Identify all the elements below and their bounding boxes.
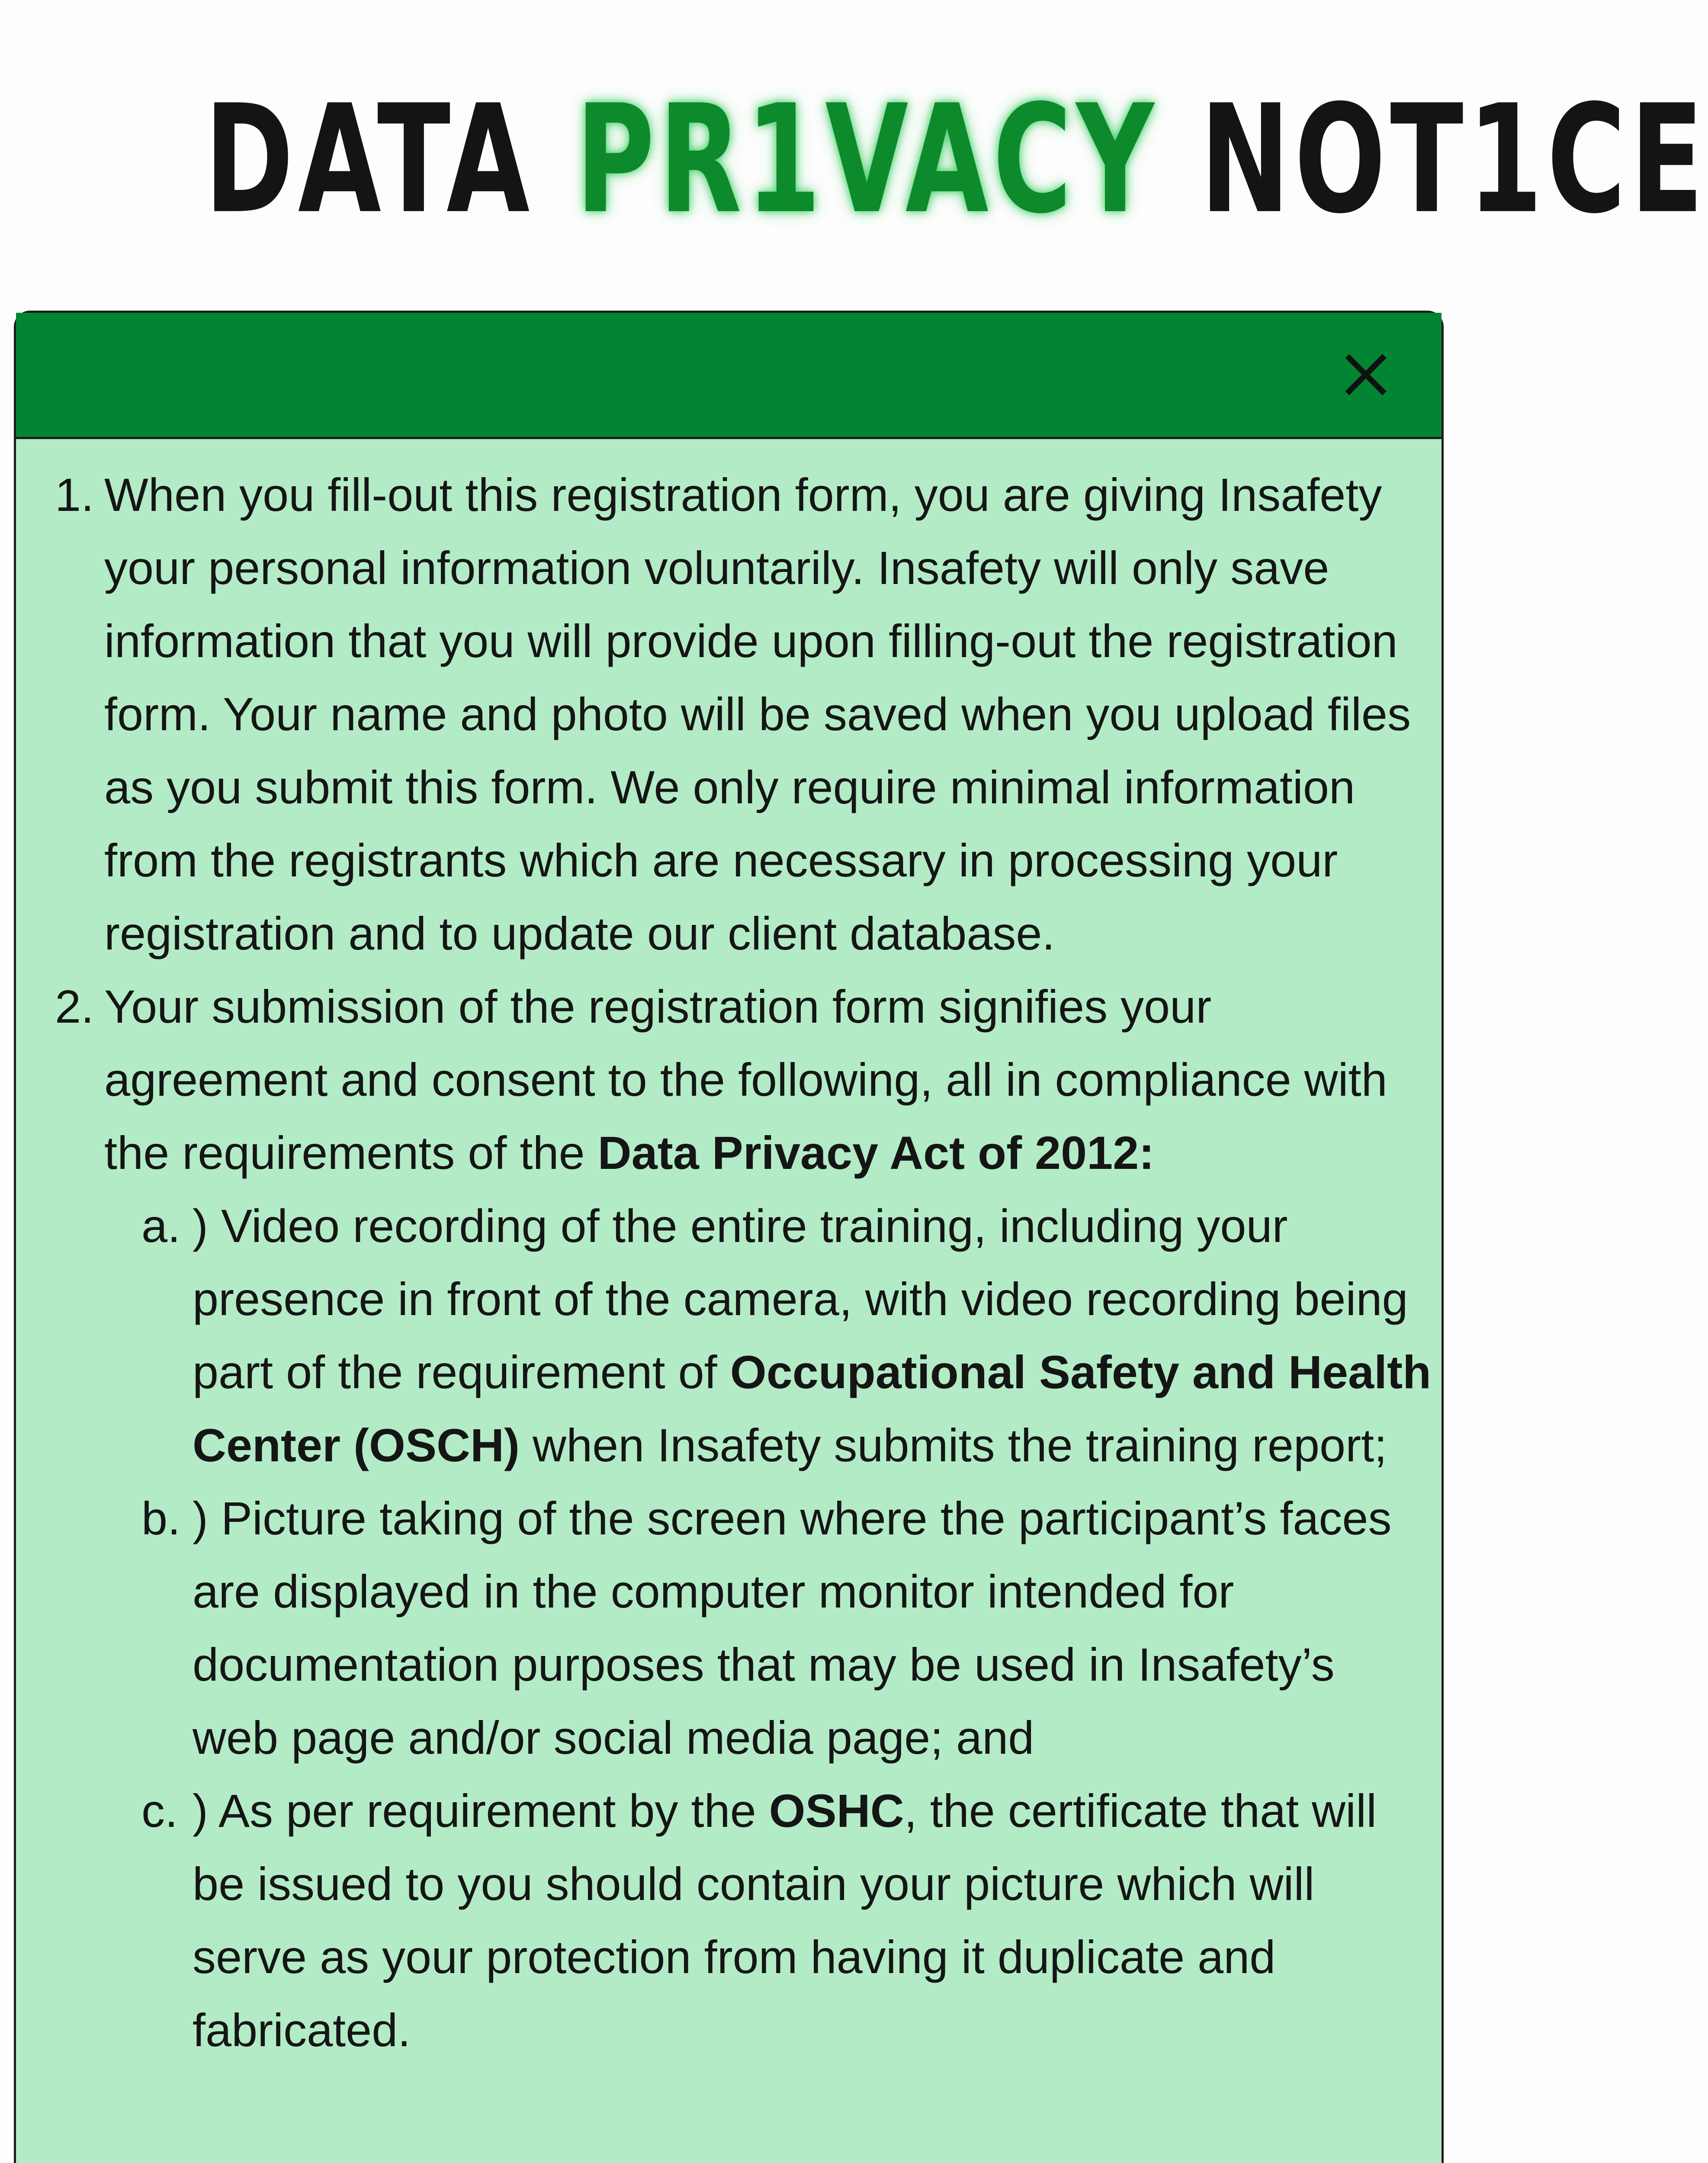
title-word-data: DATA	[204, 73, 534, 247]
subitem-text-after: when Insafety submits the training report;	[520, 1419, 1387, 1471]
close-icon	[1342, 351, 1390, 398]
privacy-notice-dialog	[14, 311, 1444, 2163]
subitem-text-after: , the certificate that will be issued to you should contain your picture which will serve as your protection from having it duplicate and fabricated.	[193, 1784, 1377, 2056]
dialog-body	[16, 439, 1442, 2067]
title-word-notice: NOT1CE	[1200, 73, 1708, 247]
subitem-letter: c.	[141, 1784, 178, 1837]
dialog-header	[16, 313, 1442, 439]
notice-item-2	[16, 970, 1442, 1189]
subitem-text-bold: OSHC	[769, 1784, 904, 1837]
title-word-privacy: PR1VACY	[575, 73, 1159, 247]
item-text: When you fill-out this registration form, you are giving Insafety your personal information voluntarily. Insafety will only save information that you will provide upon filling-out the registration form. Your name and photo will be saved when you upload files as you submit this form. We only require minimal information from the registrants which are necessary in processing your registration and to update our client database.	[104, 469, 1411, 960]
subitem-letter: a.	[141, 1200, 181, 1252]
notice-item-1	[16, 458, 1442, 970]
notice-subitem-b	[16, 1482, 1442, 1774]
subitem-text: ) As per requirement by the	[193, 1784, 769, 1837]
close-button[interactable]	[1342, 351, 1390, 398]
notice-subitem-c	[16, 1774, 1442, 2067]
item-number: 2.	[55, 980, 94, 1033]
subitem-text-bold: Occupational Safety and Health Center (OSCH)	[193, 1346, 1432, 1471]
subitem-letter: b.	[141, 1492, 181, 1544]
page-title	[204, 73, 1708, 247]
item-number: 1.	[55, 469, 94, 521]
subitem-text: ) Video recording of the entire training, including your presence in front of the camera, with video recording being part of the requirement of	[193, 1200, 1408, 1398]
subitem-text: ) Picture taking of the screen where the participant’s faces are displayed in the computer monitor intended for documentation purposes that may be used in Insafety’s web page and/or social media page; and	[193, 1492, 1392, 1764]
notice-subitem-a	[16, 1189, 1442, 1482]
item-text: Your submission of the registration form signifies your agreement and consent to the following, all in compliance with the requirements of the	[104, 980, 1387, 1179]
item-text-bold: Data Privacy Act of 2012:	[597, 1126, 1155, 1179]
